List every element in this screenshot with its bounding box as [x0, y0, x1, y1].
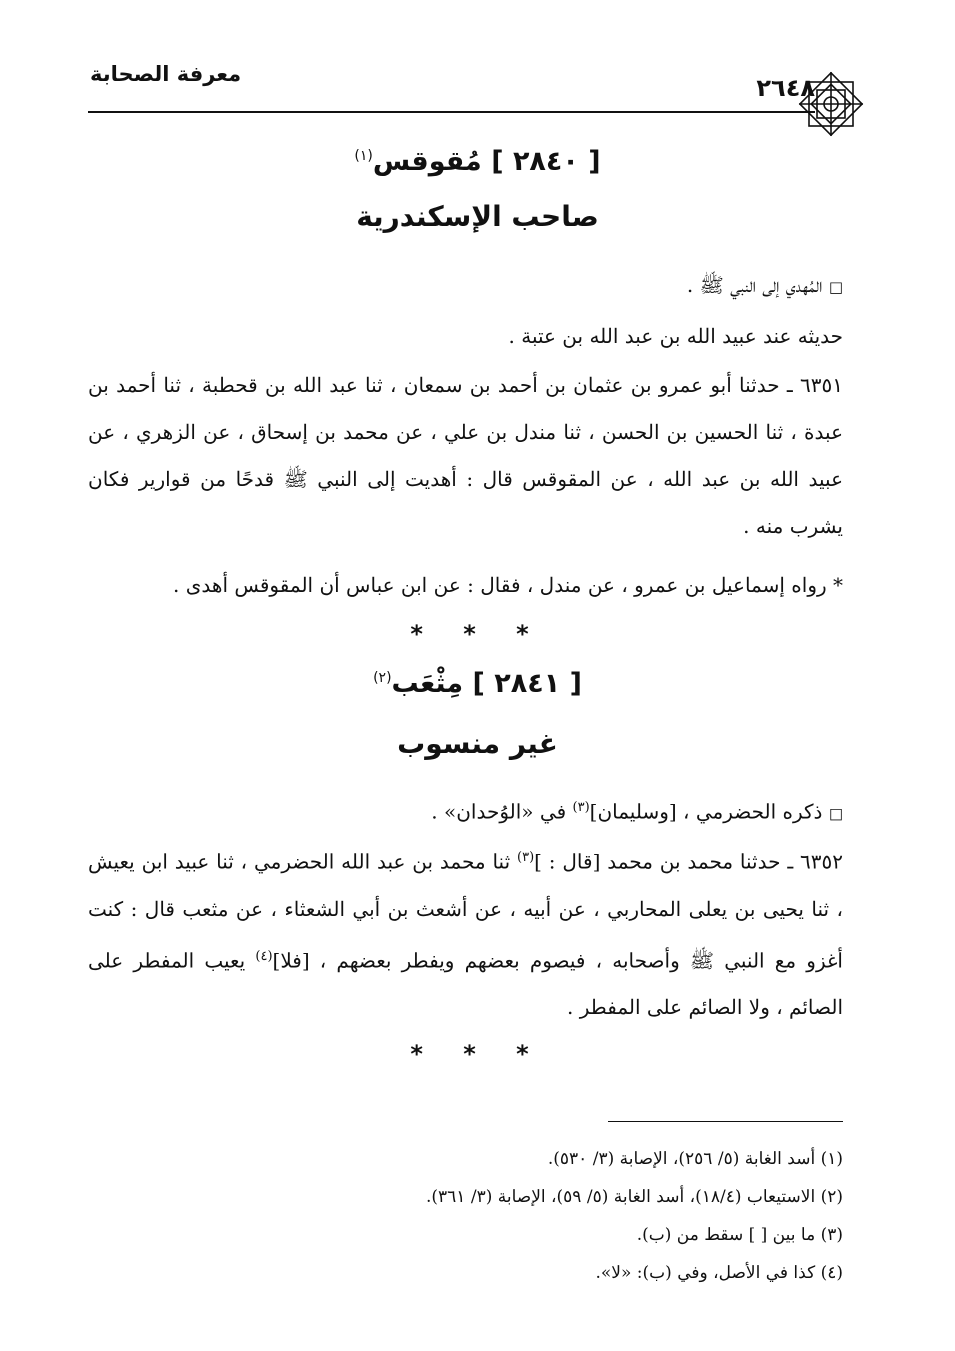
- section-separator: * * *: [410, 620, 545, 648]
- square-bullet-icon: □: [828, 804, 843, 823]
- intro-text-a: ذكره الحضرمي ، [وسليمان]: [589, 799, 823, 824]
- hadith-6352: [88, 834, 843, 1031]
- footnote-marker: (٢): [373, 670, 392, 686]
- section-separator: * * *: [410, 1040, 545, 1068]
- footnote-marker: (١): [354, 148, 373, 164]
- footnote-2: (٢) الاستيعاب (١٨/٤)، أسد الغابة (٥/ ٥٩)، الإصابة (٣/ ٣٦١).: [425, 1187, 843, 1207]
- hadith-text-c: يعيب المفطر على الصائم ، ولا الصائم على المفطر .: [88, 948, 843, 1020]
- footnote-rule: [608, 1121, 843, 1122]
- asterisk-icon: *: [833, 573, 843, 597]
- footnote-3: (٣) ما بين [ ] سقط من (ب).: [636, 1225, 843, 1245]
- footnote-4: (٤) كذا في الأصل، وفي (ب): «لا».: [595, 1263, 843, 1283]
- hadith-text-b: ثنا محمد بن عبد الله الحضرمي ، ثنا عبيد ابن يعيش ، ثنا يحيى بن يعلى المحاربي ، عن أبيه ، عن أشعث بن أبي الشعثاء ، عن مثعب قال : كنت أغزو مع النبي ﷺ وأصحابه ، فيصوم بعضهم ويفطر بعضهم ، [فلا]: [88, 849, 843, 973]
- hadith-6351: ٦٣٥١ ـ حدثنا أبو عمرو بن عثمان بن أحمد بن سمعان ، ثنا عبد الله بن قحطبة ، ثنا أحمد بن عبدة ، ثنا الحسين بن الحسن ، ثنا مندل بن علي ، عن محمد بن إسحاق ، عن الزهري ، عن عبيد الله بن عبد الله ، عن المقوقس قال : أهديت إلى النبي ﷺ قدحًا من قوارير فكان يشرب منه .: [88, 373, 843, 538]
- page-number: ٢٦٤٨: [756, 74, 815, 102]
- intro-text-b: في «الوُحدان» .: [431, 799, 573, 824]
- footnote-marker: (٣): [517, 850, 535, 865]
- entry-intro: [88, 262, 843, 311]
- entry-heading-2841: [0, 668, 955, 699]
- entry-name: مِثْعَب: [391, 668, 464, 699]
- footnote-marker: (٤): [255, 948, 273, 964]
- entry-heading-2840: [0, 146, 955, 177]
- entry-line: حديثه عند عبيد الله بن عبد الله بن عتبة .: [508, 324, 843, 348]
- header-rule: [88, 111, 815, 113]
- entry-intro: [88, 784, 843, 838]
- entry-subtitle: صاحب الإسكندرية: [356, 200, 599, 233]
- footnote-marker: (٣): [572, 800, 590, 815]
- narration-note: [88, 562, 843, 609]
- footnote-1: (١) أسد الغابة (٥/ ٢٥٦)، الإصابة (٣/ ٥٣٠).: [547, 1149, 843, 1169]
- footnotes: [88, 1140, 843, 1292]
- hadith-text-a: ٦٣٥٢ ـ حدثنا محمد بن محمد [قال : ]: [534, 849, 843, 874]
- entry-number: [ ٢٨٤١ ]: [472, 668, 582, 699]
- note-text: رواه إسماعيل بن عمرو ، عن مندل ، فقال : عن ابن عباس أن المقوقس أهدى .: [173, 573, 827, 597]
- star-octagon-ornament-icon: [795, 68, 867, 140]
- square-bullet-icon: □: [828, 278, 843, 296]
- entry-number: [ ٢٨٤٠ ]: [491, 146, 601, 177]
- running-header-title: معرفة الصحابة: [90, 62, 242, 86]
- entry-subtitle: غير منسوب: [397, 727, 558, 760]
- entry-name: مُقوقس: [372, 146, 482, 177]
- intro-text: المُهدي إلى النبي ﷺ .: [686, 273, 823, 297]
